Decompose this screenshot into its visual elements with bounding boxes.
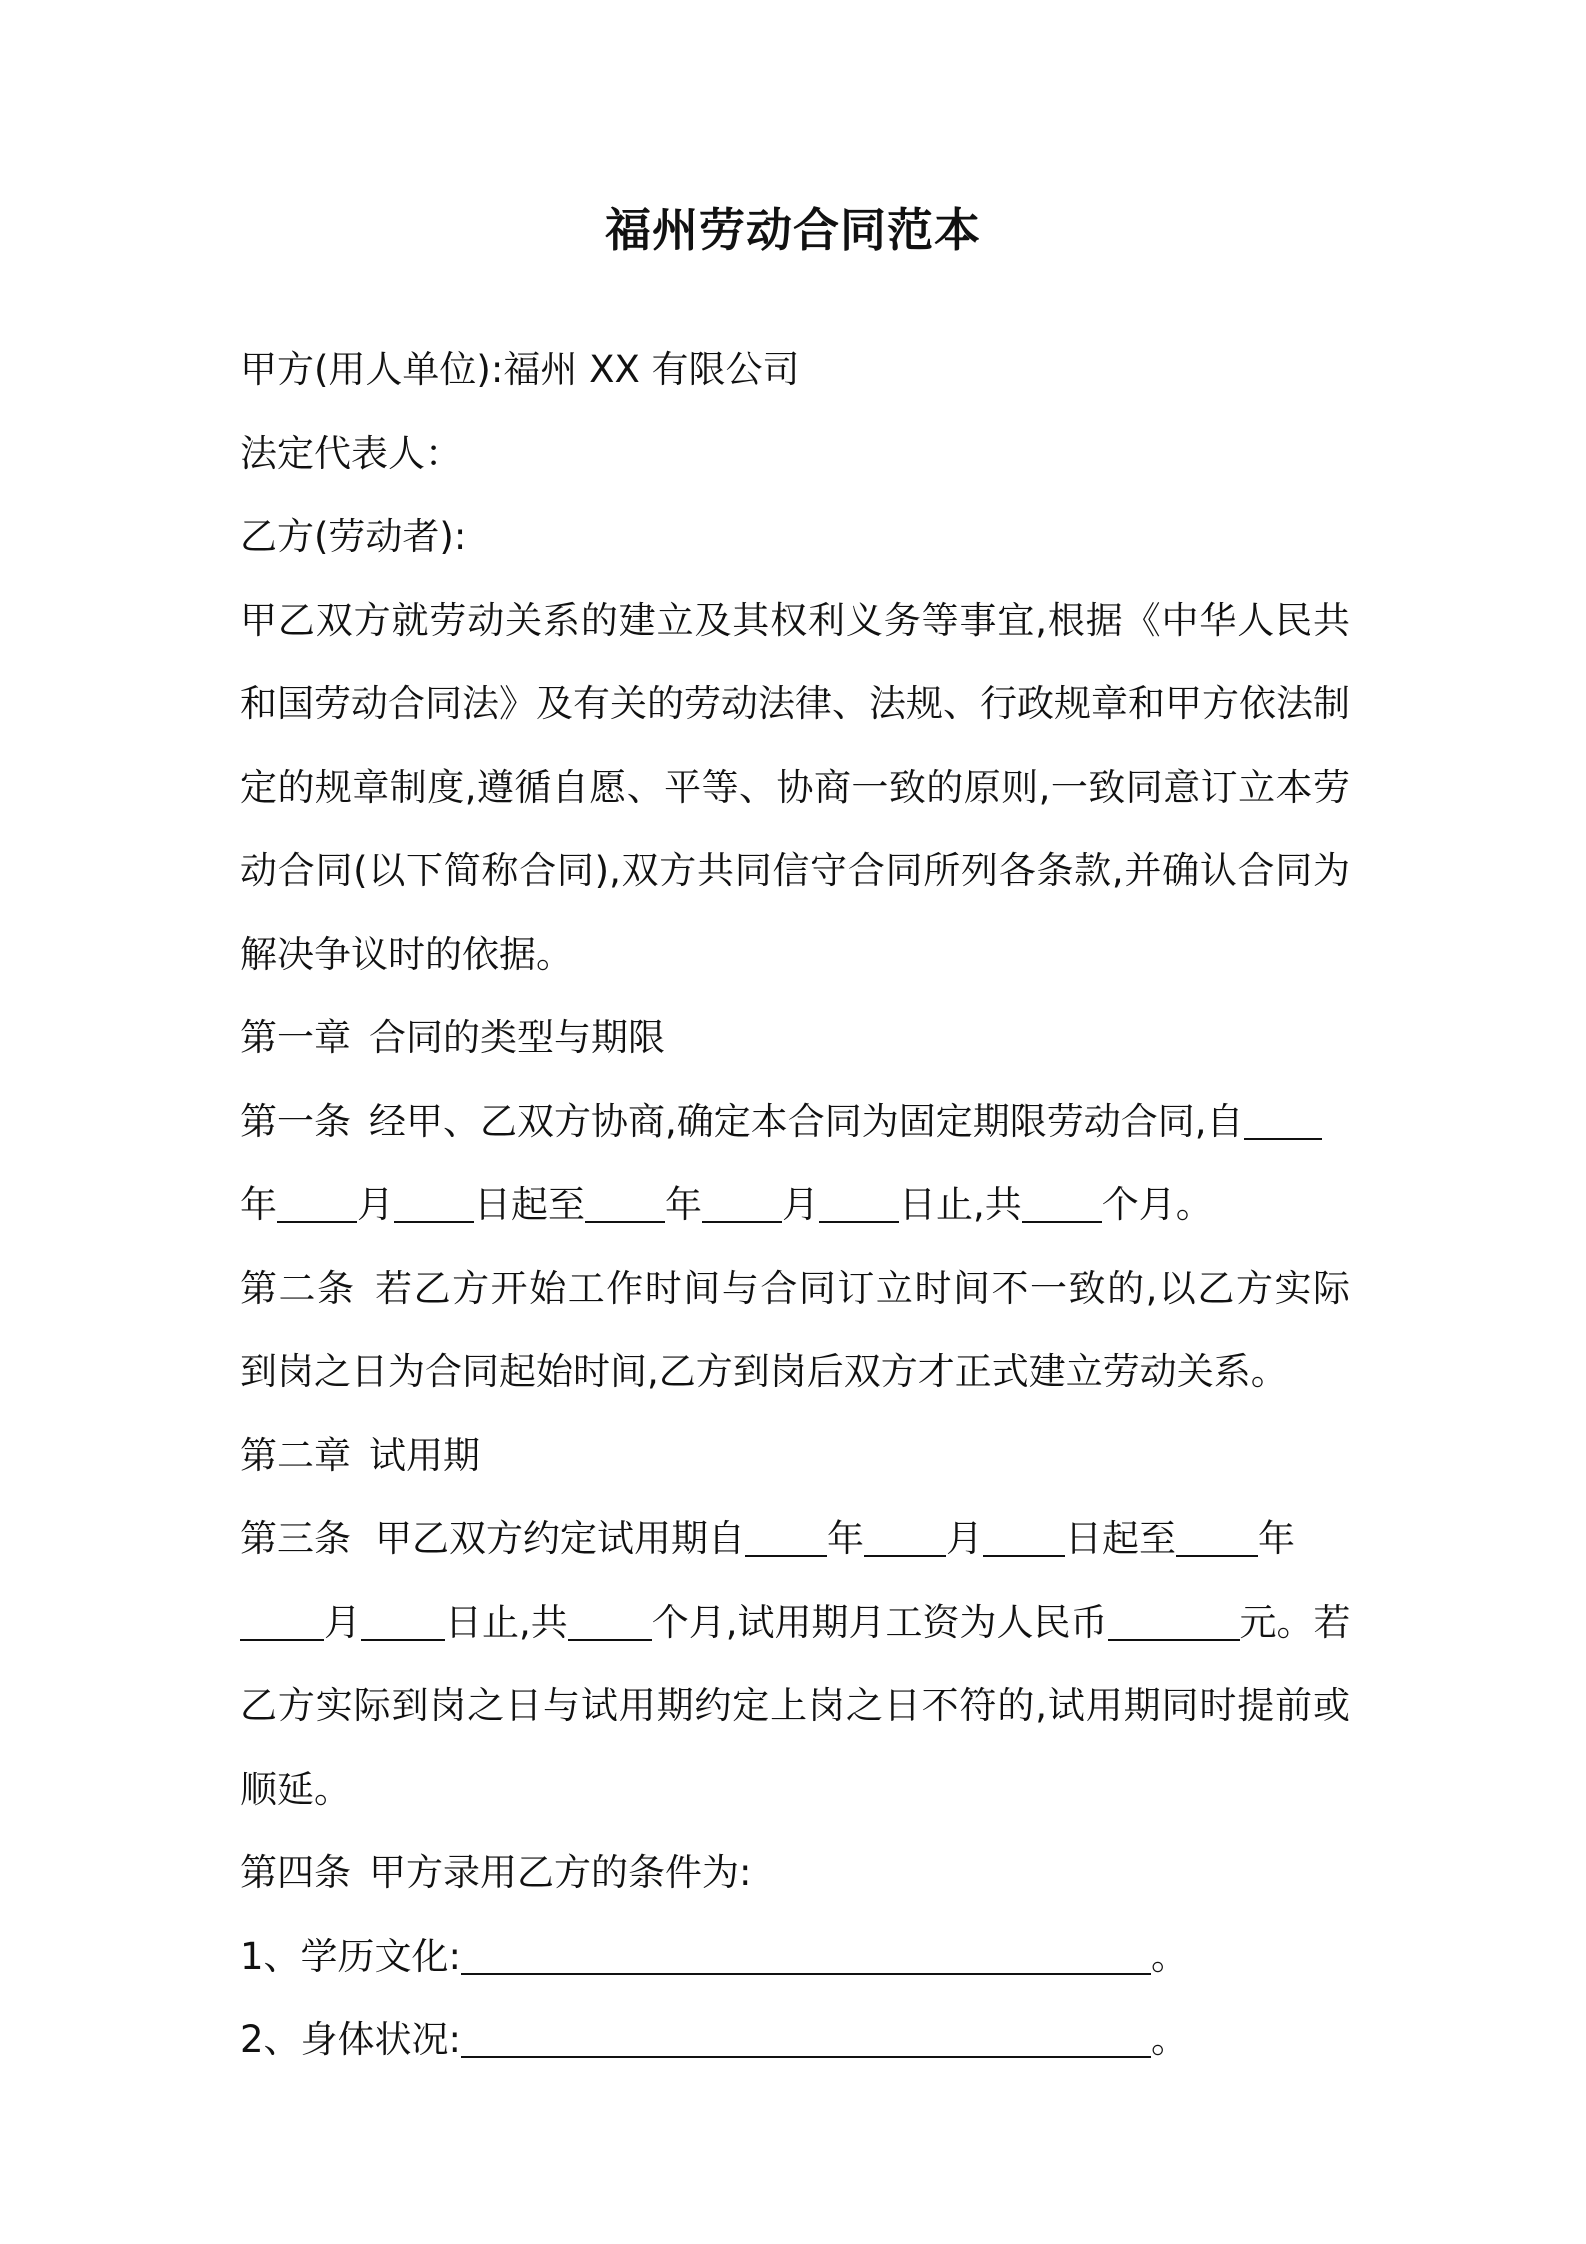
- month-text: 月: [357, 1183, 394, 1226]
- document-title: 福州劳动合同范本: [605, 203, 981, 257]
- day-from-text: 日起至: [1065, 1517, 1176, 1560]
- end-mark: 。: [1151, 2018, 1189, 2061]
- yuan-text: 元。若: [1239, 1600, 1351, 1644]
- education-blank[interactable]: [461, 1935, 1151, 1975]
- article-4-line: [240, 1831, 1350, 1915]
- chapter-2-title: 试用期: [369, 1433, 480, 1477]
- party-b-line: 乙方(劳动者):: [240, 515, 467, 558]
- article-3-line-2: [240, 1581, 1350, 1665]
- chapter-1-title: 合同的类型与期限: [369, 1016, 665, 1059]
- months-text: 个月。: [1101, 1183, 1213, 1226]
- start-year-blank[interactable]: [1244, 1100, 1322, 1140]
- month-text: 月: [324, 1600, 361, 1644]
- condition-education-line: [240, 1915, 1350, 1999]
- year-text: 年: [827, 1517, 864, 1560]
- condition-health-line: [240, 1998, 1350, 2082]
- health-blank[interactable]: [461, 2018, 1151, 2058]
- month-text: 月: [946, 1517, 983, 1560]
- end-month-blank[interactable]: [702, 1183, 782, 1223]
- article-2-line-1: [240, 1247, 1350, 1331]
- article-2-text-1: 若乙方开始工作时间与合同订立时间不一致的,以乙方实际: [373, 1266, 1350, 1310]
- article-1-line-1: [240, 1080, 1350, 1164]
- article-2-label: 第二条: [240, 1266, 356, 1310]
- months-wage-text: 个月,试用期月工资为人民币: [651, 1600, 1108, 1644]
- chapter-2-label: 第二章: [240, 1433, 351, 1477]
- year-text: 年: [1258, 1517, 1295, 1560]
- party-a-line: 甲方(用人单位):福州 XX 有限公司: [240, 348, 800, 391]
- total-months-blank[interactable]: [1022, 1183, 1102, 1223]
- chapter-2-heading: [240, 1414, 1350, 1498]
- month-text: 月: [782, 1183, 819, 1226]
- article-4-label: 第四条: [240, 1851, 351, 1894]
- chapter-1-label: 第一章: [240, 1016, 351, 1059]
- article-3-line-3: 乙方实际到岗之日与试用期约定上岗之日不符的,试用期同时提前或: [240, 1684, 1350, 1727]
- probation-end-year-blank[interactable]: [1176, 1517, 1258, 1557]
- start-day-blank[interactable]: [394, 1183, 474, 1223]
- education-label: 1、学历文化:: [240, 1934, 462, 1978]
- health-label: 2、身体状况:: [240, 2018, 462, 2061]
- probation-end-day-blank[interactable]: [361, 1601, 445, 1641]
- legal-rep-line: 法定代表人：: [240, 431, 462, 475]
- day-to-text: 日止,共: [899, 1183, 1022, 1226]
- probation-start-month-blank[interactable]: [864, 1517, 946, 1557]
- preamble-line-2: 和国劳动合同法》及有关的劳动法律、法规、行政规章和甲方依法制: [240, 682, 1350, 725]
- day-from-text: 日起至: [474, 1183, 585, 1226]
- article-1-line-2: [240, 1163, 1350, 1247]
- article-3-line-1: [240, 1497, 1350, 1581]
- preamble-line-4: 动合同(以下简称合同),双方共同信守合同所列各条款,并确认合同为: [240, 849, 1350, 892]
- article-1-text: 经甲、乙双方协商,确定本合同为固定期限劳动合同,自: [369, 1099, 1244, 1143]
- end-year-blank[interactable]: [585, 1183, 665, 1223]
- probation-start-day-blank[interactable]: [983, 1517, 1065, 1557]
- preamble-line-5: 解决争议时的依据。: [240, 932, 573, 976]
- article-2-line-2: 到岗之日为合同起始时间,乙方到岗后双方才正式建立劳动关系。: [240, 1350, 1288, 1393]
- year-text: 年: [665, 1183, 702, 1226]
- article-1-label: 第一条: [240, 1099, 351, 1143]
- start-month-blank[interactable]: [277, 1183, 357, 1223]
- article-3-text: 甲乙双方约定试用期自: [375, 1517, 745, 1560]
- preamble-line-1: 甲乙双方就劳动关系的建立及其权利义务等事宜,根据《中华人民共: [240, 598, 1350, 642]
- chapter-1-heading: [240, 996, 1350, 1080]
- article-3-label: 第三条: [240, 1517, 351, 1560]
- document-body: [240, 328, 1350, 2082]
- article-3-line-4: 顺延。: [240, 1767, 351, 1811]
- day-to-text: 日止,共: [445, 1600, 568, 1644]
- probation-months-blank[interactable]: [568, 1601, 652, 1641]
- end-day-blank[interactable]: [819, 1183, 899, 1223]
- probation-start-year-blank[interactable]: [745, 1517, 827, 1557]
- end-mark: 。: [1151, 1934, 1189, 1978]
- article-4-text: 甲方录用乙方的条件为:: [369, 1851, 752, 1894]
- year-text: 年: [240, 1183, 277, 1226]
- probation-wage-blank[interactable]: [1108, 1601, 1240, 1641]
- probation-end-month-blank[interactable]: [240, 1601, 324, 1641]
- preamble-line-3: 定的规章制度,遵循自愿、平等、协商一致的原则,一致同意订立本劳: [240, 765, 1350, 809]
